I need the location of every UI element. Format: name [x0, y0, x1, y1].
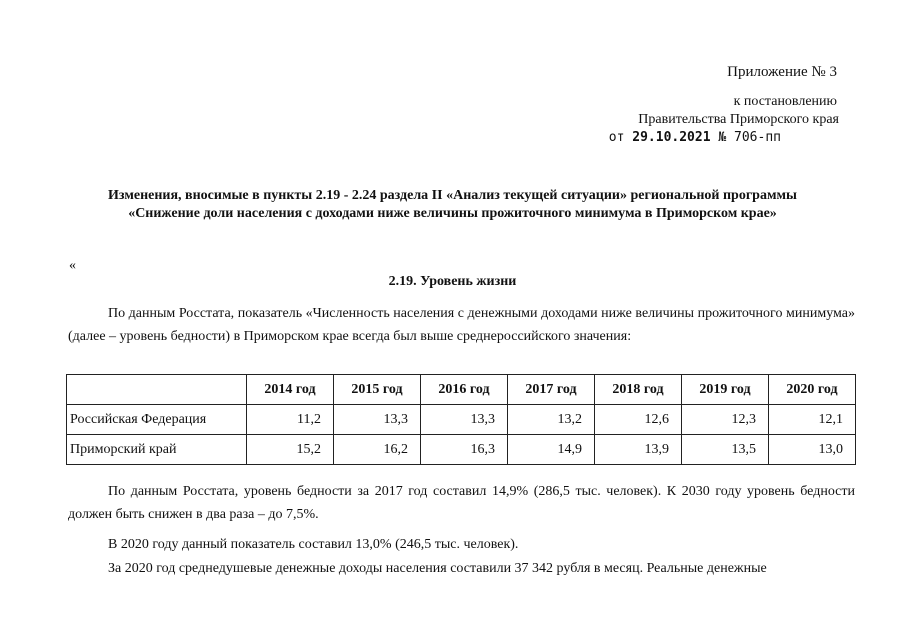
table-cell: 12,6 [595, 405, 682, 435]
poverty-level-table [66, 374, 856, 465]
table-cell: 15,2 [247, 435, 334, 465]
column-header: 2018 год [595, 375, 682, 405]
table-row [67, 405, 856, 435]
paragraph-poverty-2017: По данным Росстата, уровень бедности за 2017 год составил 14,9% (286,5 тыс. человек). К 2030 году уровень бедности должен быть снижен в два раза – до 7,5%. [68, 484, 855, 522]
table-cell: 13,2 [508, 405, 595, 435]
column-header: 2014 год [247, 375, 334, 405]
row-label: Приморский край [67, 435, 247, 465]
table-cell: 13,0 [769, 435, 856, 465]
column-header: 2019 год [682, 375, 769, 405]
column-header: 2015 год [334, 375, 421, 405]
paragraph-poverty-intro: По данным Росстата, показатель «Численность населения с денежными доходами ниже величины прожиточного минимума» (далее – уровень бедности) в Приморском крае всегда был выше среднероссийского значения: [68, 306, 855, 344]
table-cell: 14,9 [508, 435, 595, 465]
government-name: Правительства Приморского края [638, 112, 839, 127]
table-cell: 16,2 [334, 435, 421, 465]
paragraph-income-2020: За 2020 год среднедушевые денежные доходы населения составили 37 342 рубля в месяц. Реальные денежные [108, 561, 767, 576]
table-corner-cell [67, 375, 247, 405]
table-cell: 13,3 [334, 405, 421, 435]
document-title-line-2: «Снижение доли населения с доходами ниже величины прожиточного минимума в Приморском крае» [128, 206, 777, 221]
section-heading: 2.19. Уровень жизни [388, 274, 517, 289]
date-prefix: от [608, 130, 625, 145]
appendix-label: Приложение № 3 [727, 64, 837, 80]
table-cell: 11,2 [247, 405, 334, 435]
table-cell: 16,3 [421, 435, 508, 465]
table-cell: 13,5 [682, 435, 769, 465]
table-row [67, 435, 856, 465]
table-cell: 12,3 [682, 405, 769, 435]
resolution-date-line [609, 130, 781, 145]
table-cell: 13,3 [421, 405, 508, 435]
table-cell: 12,1 [769, 405, 856, 435]
column-header: 2017 год [508, 375, 595, 405]
resolution-label: к постановлению [733, 94, 837, 109]
resolution-number: № 706-пп [718, 130, 781, 145]
table-header-row [67, 375, 856, 405]
paragraph-poverty-2020: В 2020 году данный показатель составил 13,0% (246,5 тыс. человек). [108, 537, 519, 552]
column-header: 2016 год [421, 375, 508, 405]
opening-quote-mark: « [69, 258, 76, 273]
column-header: 2020 год [769, 375, 856, 405]
table-cell: 13,9 [595, 435, 682, 465]
resolution-date: 29.10.2021 [632, 130, 711, 145]
document-title-line-1: Изменения, вносимые в пункты 2.19 - 2.24 раздела II «Анализ текущей ситуации» региональной программы [108, 188, 797, 203]
row-label: Российская Федерация [67, 405, 247, 435]
